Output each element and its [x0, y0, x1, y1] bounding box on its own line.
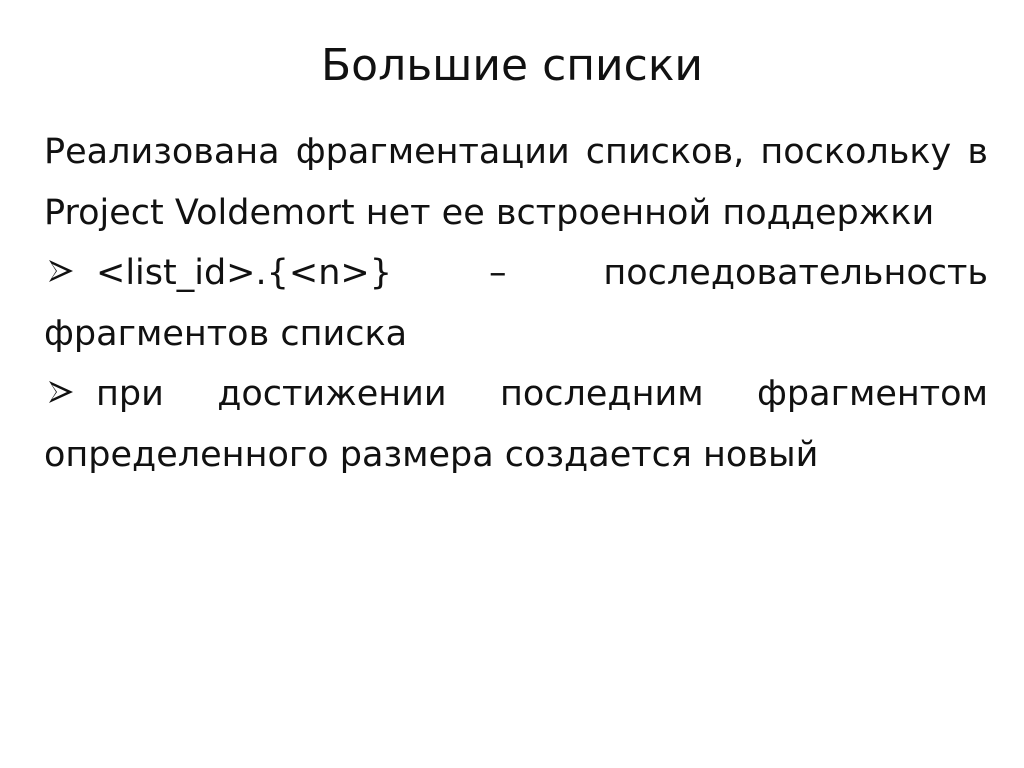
bullet-text — [44, 243, 988, 364]
bullet-item — [44, 243, 988, 364]
bullet-label: <list_id>.{<n>} – последовательность фрагментов списка — [44, 253, 988, 354]
slide-body — [44, 122, 988, 485]
intro-paragraph: Реализована фрагментации списков, поскольку в Project Voldemort нет ее встроенной поддержки — [44, 132, 988, 233]
bullet-label: при достижении последним фрагментом определенного размера создается новый — [44, 374, 988, 475]
bullet-text — [44, 364, 988, 485]
slide-title: Большие списки — [321, 40, 703, 91]
arrowhead-bullet-icon — [44, 257, 96, 287]
bullet-item — [44, 364, 988, 485]
arrowhead-bullet-icon — [44, 378, 96, 408]
